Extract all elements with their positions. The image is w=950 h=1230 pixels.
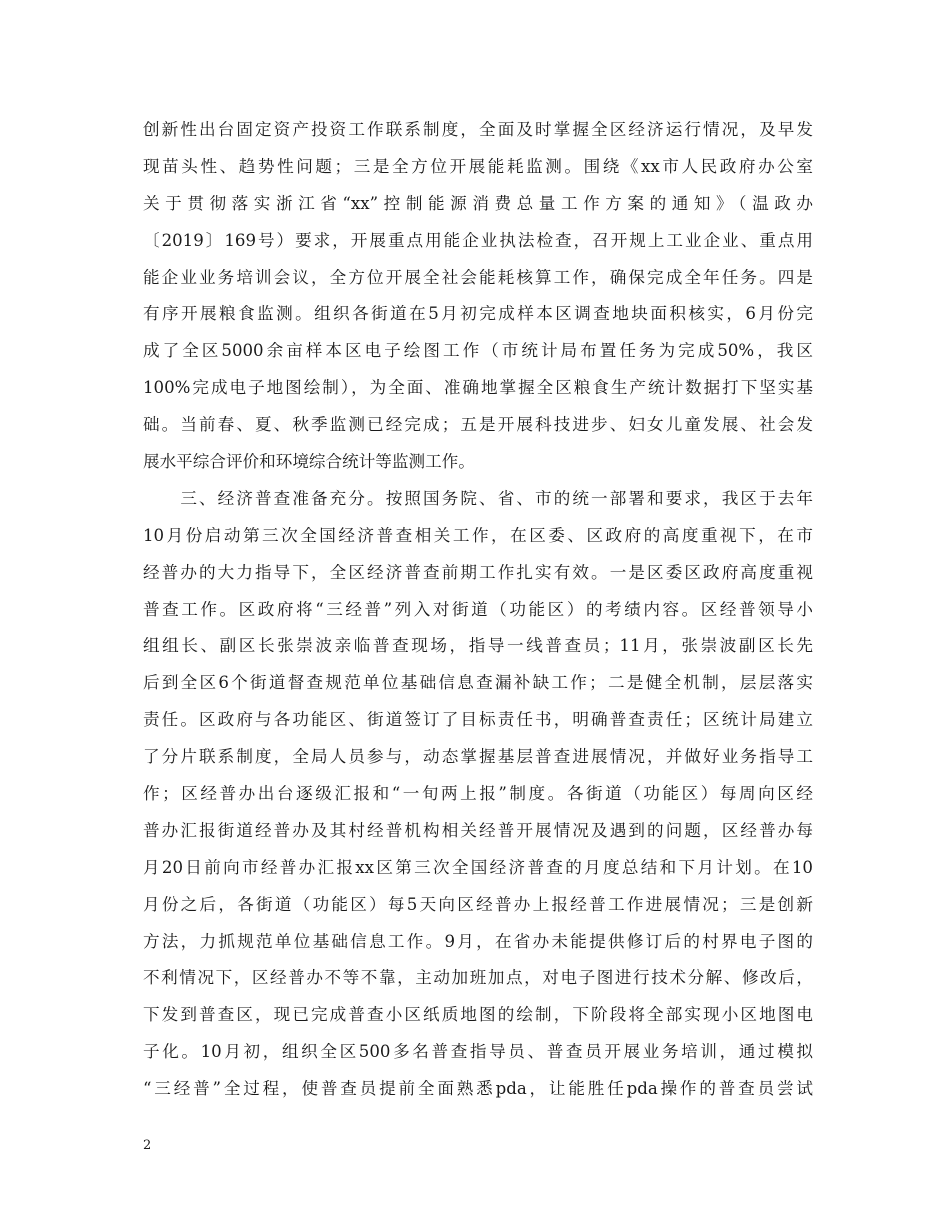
text-line: 方法，力抓规范单位基础信息工作。9月，在省办未能提供修订后的村界电子图的 [143, 931, 813, 951]
text-line: 关于贯彻落实浙江省“xx”控制能源消费总量工作方案的通知》（温政办 [143, 193, 813, 213]
text-line: 了分片联系制度，全局人员参与，动态掌握基层普查进展情况，并做好业务指导工 [143, 747, 813, 767]
text-line: 后到全区6个街道督查规范单位基础信息查漏补缺工作；二是健全机制，层层落实 [143, 673, 813, 693]
text-line: 100%完成电子地图绘制），为全面、准确地掌握全区粮食生产统计数据打下坚实基 [143, 378, 813, 398]
text-line: 础。当前春、夏、秋季监测已经完成；五是开展科技进步、妇女儿童发展、社会发 [143, 415, 813, 435]
text-line: 作；区经普办出台逐级汇报和“一旬两上报”制度。各街道（功能区）每周向区经 [143, 784, 813, 804]
text-line: 普查工作。区政府将“三经普”列入对街道（功能区）的考绩内容。区经普领导小 [143, 599, 813, 619]
text-line: 普办汇报街道经普办及其村经普机构相关经普开展情况及遇到的问题，区经普办每 [143, 820, 813, 840]
page-number: 2 [143, 1138, 152, 1153]
text-line: 组组长、副区长张崇波亲临普查现场，指导一线普查员；11月，张崇波副区长先 [143, 636, 813, 656]
text-line: 展水平综合评价和环境综合统计等监测工作。 [143, 452, 475, 472]
text-line: 能企业业务培训会议，全方位开展全社会能耗核算工作，确保完成全年任务。四是 [143, 267, 813, 287]
text-line: 责任。区政府与各功能区、街道签订了目标责任书，明确普查责任；区统计局建立 [143, 710, 813, 730]
text-line: 创新性出台固定资产投资工作联系制度，全面及时掌握全区经济运行情况，及早发 [143, 120, 813, 139]
text-line: 三、经济普查准备充分。按照国务院、省、市的统一部署和要求，我区于去年 [143, 488, 813, 508]
text-line: 有序开展粮食监测。组织各街道在5月初完成样本区调查地块面积核实，6月份完 [143, 304, 813, 324]
text-line: 下发到普查区，现已完成普查小区纸质地图的绘制，下阶段将全部实现小区地图电 [143, 1005, 813, 1025]
text-line: 成了全区5000余亩样本区电子绘图工作（市统计局布置任务为完成50%，我区 [143, 341, 813, 361]
text-line: 月份之后，各街道（功能区）每5天向区经普办上报经普工作进展情况；三是创新 [143, 894, 813, 914]
text-line: 〔2019〕169号）要求，开展重点用能企业执法检查，召开规上工业企业、重点用 [143, 230, 813, 250]
text-line: 经普办的大力指导下，全区经济普查前期工作扎实有效。一是区委区政府高度重视 [143, 562, 813, 582]
text-line: 不利情况下，区经普办不等不靠，主动加班加点，对电子图进行技术分解、修改后， [143, 968, 813, 988]
text-line: 子化。10月初，组织全区500多名普查指导员、普查员开展业务培训，通过模拟 [143, 1042, 813, 1062]
body-text [143, 112, 813, 1108]
text-line: 10月份启动第三次全国经济普查相关工作，在区委、区政府的高度重视下，在市 [143, 525, 813, 545]
text-line: “三经普”全过程，使普查员提前全面熟悉pda，让能胜任pda操作的普查员尝试 [143, 1079, 813, 1099]
text-line: 月20日前向市经普办汇报xx区第三次全国经济普查的月度总结和下月计划。在10 [143, 857, 813, 877]
text-line: 现苗头性、趋势性问题；三是全方位开展能耗监测。围绕《xx市人民政府办公室 [143, 156, 813, 176]
